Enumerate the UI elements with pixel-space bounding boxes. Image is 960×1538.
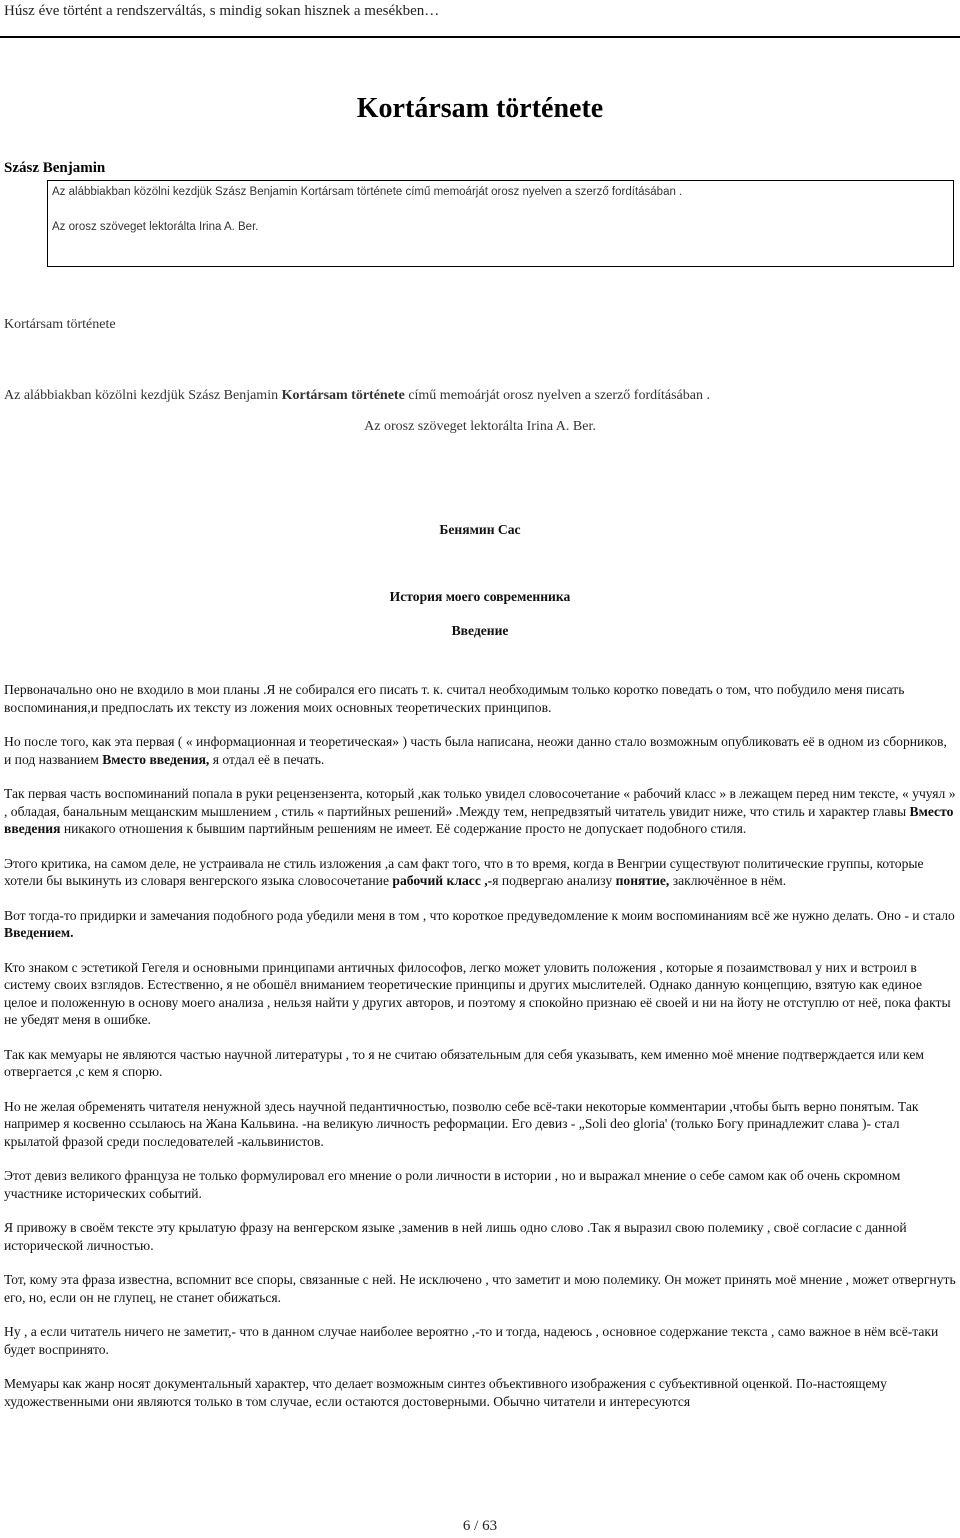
intro-text-bold: Kortársam története	[281, 387, 405, 403]
paragraph-2	[4, 733, 956, 768]
russian-author: Бенямин Сас	[439, 521, 521, 537]
paragraph-5-bold: Введением.	[4, 925, 74, 940]
paragraph-2-text-a: Но после того, как эта первая ( « информационная и теоретическая» ) часть была написана, неожи данно стало возможным опубликовать её в одном из сборников, и под названием	[4, 734, 947, 767]
paragraph-6: Кто знаком с эстетикой Гегеля и основными принципами античных философов, легко может уловить положения , которые я позаимствовал у них и встроил в систему своих взглядов. Естественно, я не обошёл вниманием теоретические принципы и других мыслителей. Однако данную концепцию, взятую как единое целое и положенную в основу моего анализа , нельзя найти у других авторов, и поэтому я спокойно признаю её своей и ни на йоту не отступлю от неё, пока факты не убедят меня в ошибке.	[4, 959, 951, 1027]
abstract-line-1: Az alábbiakban közölni kezdjük Szász Benjamin Kortársam története című memoárját orosz nyelven a szerző fordításában .	[52, 186, 683, 198]
paragraph-3-text-a: Так первая часть воспоминаний попала в руки рецензензента, который ,как только увидел словосочетание « рабочий класс » в лежащем перед ним тексте, « учуял » , обладая, банальным мещанским мышлением , стиль « партийных решений» .Между тем, непредвзятый читатель увидит ниже, что стиль и характер главы	[4, 786, 956, 819]
paragraph-2-bold: Вместо введения,	[102, 751, 210, 767]
paragraph-3-text-c: никакого отношения к бывшим партийным решениям не имеет. Её содержание просто не допускает подобного стиля.	[60, 821, 747, 836]
russian-section-heading: Введение	[451, 622, 509, 638]
intro-text-a: Az alábbiakban közölni kezdjük Szász Benjamin	[4, 387, 282, 403]
paragraph-11: Тот, кому эта фраза известна, вспомнит все споры, связанные с ней. Не исключено , что заметит и мою полемику. Он может принять моё мнение , может отвергнуть его, но, если он не глупец, не станет обижаться.	[4, 1272, 956, 1305]
subtitle-hungarian: Kortársam története	[4, 317, 116, 332]
page-number: 6 / 63	[462, 1518, 498, 1534]
paragraph-4-text-c: я подвергаю анализу	[492, 873, 616, 888]
paragraph-5-text-a: Вот тогда-то придирки и замечания подобного рода убедили меня в том , что короткое предуведомление к моим воспоминаниям всё же нужно делать. Оно - и стало	[4, 907, 955, 923]
abstract-line-2: Az orosz szöveget lektorálta Irina A. Ber.	[52, 221, 259, 233]
paragraph-9: Этот девиз великого француза не только формулировал его мнение о роли личности в истории , но и выражал мнение о себе самом как об очень скромном участнике исторических событий.	[4, 1168, 901, 1201]
author-name: Szász Benjamin	[4, 160, 106, 176]
paragraph-3-bold: Вместо введения	[4, 803, 954, 836]
paragraph-5	[4, 907, 956, 942]
intro-paragraph-hungarian	[4, 387, 956, 405]
paragraph-3	[4, 785, 956, 838]
paragraph-1: Первоначально оно не входило в мои планы .Я не собирался его писать т. к. считал необходимым только коротко поведать о том, что побудило меня писать воспоминания,и предпослать их тексту из ложения моих основных теоретических принципов.	[4, 682, 905, 715]
paragraph-4-text-e: заключённое в нём.	[669, 873, 787, 888]
intro-text-c: című memoárját orosz nyelven a szerző fordításában .	[404, 387, 710, 403]
paragraph-8: Но не желая обременять читателя ненужной здесь научной педантичностью, позволю себе всё-таки некоторые комментарии ,чтобы быть верно понятым. Так например я косвенно ссылаюсь на Жана Кальвина. -на великую личность реформации. Его девиз - „Soli deo gloria' (только Богу принадлежит слава )- стал крылатой фразой среди последователей -кальвинистов.	[4, 1098, 919, 1149]
intro-editor-note: Az orosz szöveget lektorálta Irina A. Ber.	[364, 419, 596, 434]
paragraph-2-text-c: я отдал её в печать.	[209, 751, 325, 767]
running-header	[0, 0, 960, 36]
paragraph-13: Мемуары как жанр носят документальный характер, что делает возможным синтез объективного изображения с субъективной оценкой. По-настоящему художественными они являются только в том случае, если остаются достоверными. Обычно читатели и интересуются	[4, 1376, 887, 1409]
header-divider	[0, 36, 960, 38]
paragraph-4-text-a: Этого критика, на самом деле, не устраивала не стиль изложения ,а сам факт того, что в то время, когда в Венгрии существуют политические группы, которые хотели бы выкинуть из словаря венгерского языка словосочетание	[4, 855, 924, 888]
paragraph-12: Ну , а если читатель ничего не заметит,- что в данном случае наиболее вероятно ,-то и тогда, надеюсь , основное содержание текста , само важное в нём всё-таки будет воспринято.	[4, 1324, 939, 1357]
paragraph-10: Я привожу в своём тексте эту крылатую фразу на венгерском языке ,заменив в ней лишь одно слово .Так я выразил свою полемику , своё согласие с данной исторической личностью.	[4, 1220, 907, 1253]
russian-title: История моего современника	[389, 589, 571, 604]
page-title	[0, 92, 960, 126]
article-body	[4, 316, 956, 1410]
running-header-text: Húsz éve történt a rendszerváltás, s mindig sokan hisznek a mesékben…	[4, 3, 440, 19]
abstract-box	[47, 180, 954, 267]
page-title-text: Kortársam története	[356, 93, 604, 124]
paragraph-4-bold-a: рабочий класс ,-	[392, 873, 493, 888]
paragraph-4-bold-b: понятие,	[615, 873, 670, 888]
paragraph-4	[4, 855, 956, 890]
paragraph-7: Так как мемуары не являются частью научной литературы , то я не считаю обязательным для себя указывать, кем именно моё мнение подтверждается или кем отвергается ,с кем я спорю.	[4, 1046, 924, 1079]
